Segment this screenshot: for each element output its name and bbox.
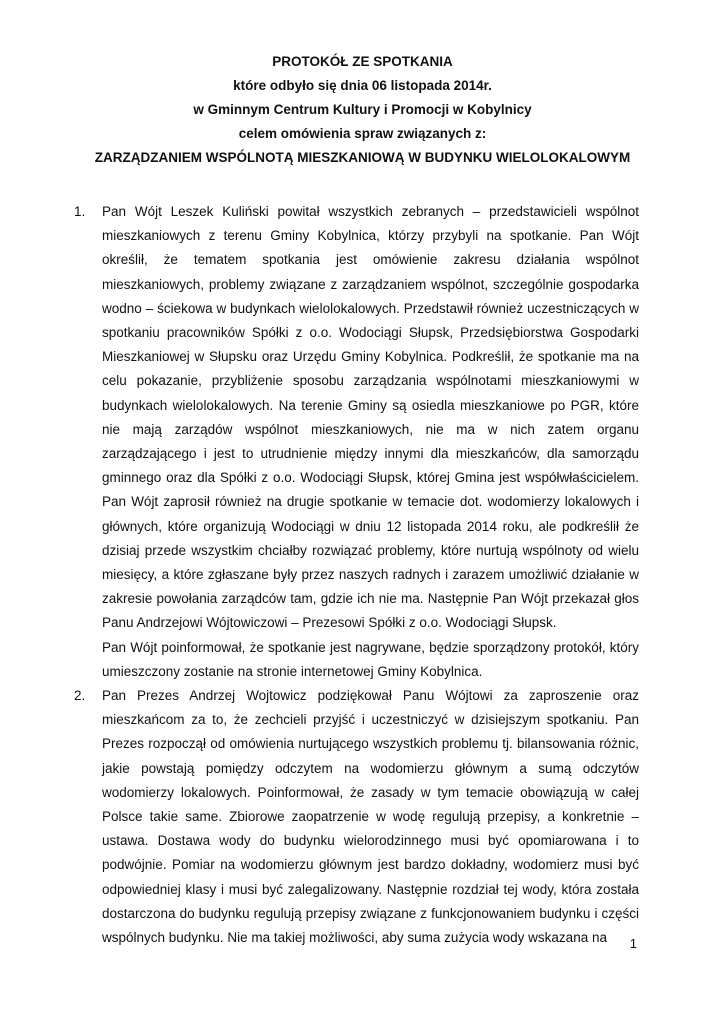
- item-number: 2.: [74, 688, 86, 704]
- protocol-items-list: [74, 200, 639, 950]
- meeting-date-line: które odbyło się dnia 06 listopada 2014r.: [233, 78, 492, 93]
- page-number: 1: [629, 936, 637, 951]
- item-paragraph: Pan Wójt Leszek Kuliński powitał wszystkich zebranych – przedstawicieli wspólnot mieszkaniowych z terenu Gminy Kobylnica, którzy przybyli na spotkanie. Pan Wójt określił, że tematem spotkania jest omówienie zakresu działania wspólnot mieszkaniowych, problemy związane z zarządzaniem wspólnot, szczególnie gospodarka wodno – ściekowa w budynkach wielolokalowych. Przedstawił również uczestniczących w spotkaniu pracowników Spółki z o.o. Wodociągi Słupsk, Przedsiębiorstwa Gospodarki Mieszkaniowej w Słupsku oraz Urzędu Gminy Kobylnica. Podkreślił, że spotkanie ma na celu pokazanie, przybliżenie sposobu zarządzania wspólnotami mieszkaniowymi w budynkach wielolokalowych. Na terenie Gminy są osiedla mieszkaniowe po PGR, które nie mają zarządów wspólnot mieszkaniowych, nie ma w nich zatem organu zarządzającego i jest to utrudnienie między innymi dla mieszkańców, dla samorządu gminnego oraz dla Spółki z o.o. Wodociągi Słupsk, której Gmina jest współwłaścicielem. Pan Wójt zaprosił również na drugie spotkanie w temacie dot. wodomierzy lokalowych i głównych, które organizują Wodociągi w dniu 12 listopada 2014 roku, ale podkreślił że dzisiaj przede wszystkim chciałby rozwiązać problemy, które nurtują wspólnoty od wielu miesięcy, a które zgłaszane były przez naszych radnych i zarazem umożliwić działanie w zakresie powołania zarządców tam, gdzie ich nie ma. Następnie Pan Wójt przekazał głos Panu Andrzejowi Wójtowiczowi – Prezesowi Spółki z o.o. Wodociągi Słupsk.: [102, 204, 639, 631]
- item-paragraph: Pan Wójt poinformował, że spotkanie jest nagrywane, będzie sporządzony protokół, który umieszczony zostanie na stronie internetowej Gminy Kobylnica.: [102, 639, 639, 679]
- protocol-item: [74, 200, 639, 684]
- meeting-place-line: w Gminnym Centrum Kultury i Promocji w Kobylnicy: [193, 102, 532, 117]
- document-header: [60, 50, 665, 170]
- meeting-purpose-line: celem omówienia spraw związanych z:: [238, 126, 487, 141]
- protocol-title: PROTOKÓŁ ZE SPOTKANIA: [272, 54, 453, 69]
- protocol-item: [74, 684, 639, 950]
- meeting-subject-line: ZARZĄDZANIEM WSPÓLNOTĄ MIESZKANIOWĄ W BUDYNKU WIELOLOKALOWYM: [94, 150, 631, 165]
- item-number: 1.: [74, 204, 86, 219]
- item-paragraph: Pan Prezes Andrzej Wojtowicz podziękował Panu Wójtowi za zaproszenie oraz mieszkańcom za to, że zechcieli przyjść i uczestniczyć w dzisiejszym spotkaniu. Pan Prezes rozpoczął od omówienia nurtującego wszystkich problemu tj. bilansowania różnic, jakie powstają pomiędzy odczytem na wodomierzu głównym a sumą odczytów wodomierzy lokalowych. Poinformował, że zasady w tym temacie obowiązują w całej Polsce takie same. Zbiorowe zaopatrzenie w wodę regulują przepisy, a konkretnie – ustawa. Dostawa wody do budynku wielorodzinnego musi być opomiarowana i to podwójnie. Pomiar na wodomierzu głównym jest bardzo dokładny, wodomierz musi być odpowiedniej klasy i musi być zalegalizowany. Następnie rozdział tej wody, która została dostarczona do budynku regulują przepisy związane z funkcjonowaniem budynku i części wspólnych budynku. Nie ma takiej możliwości, aby suma zużycia wody wskazana na: [102, 688, 639, 946]
